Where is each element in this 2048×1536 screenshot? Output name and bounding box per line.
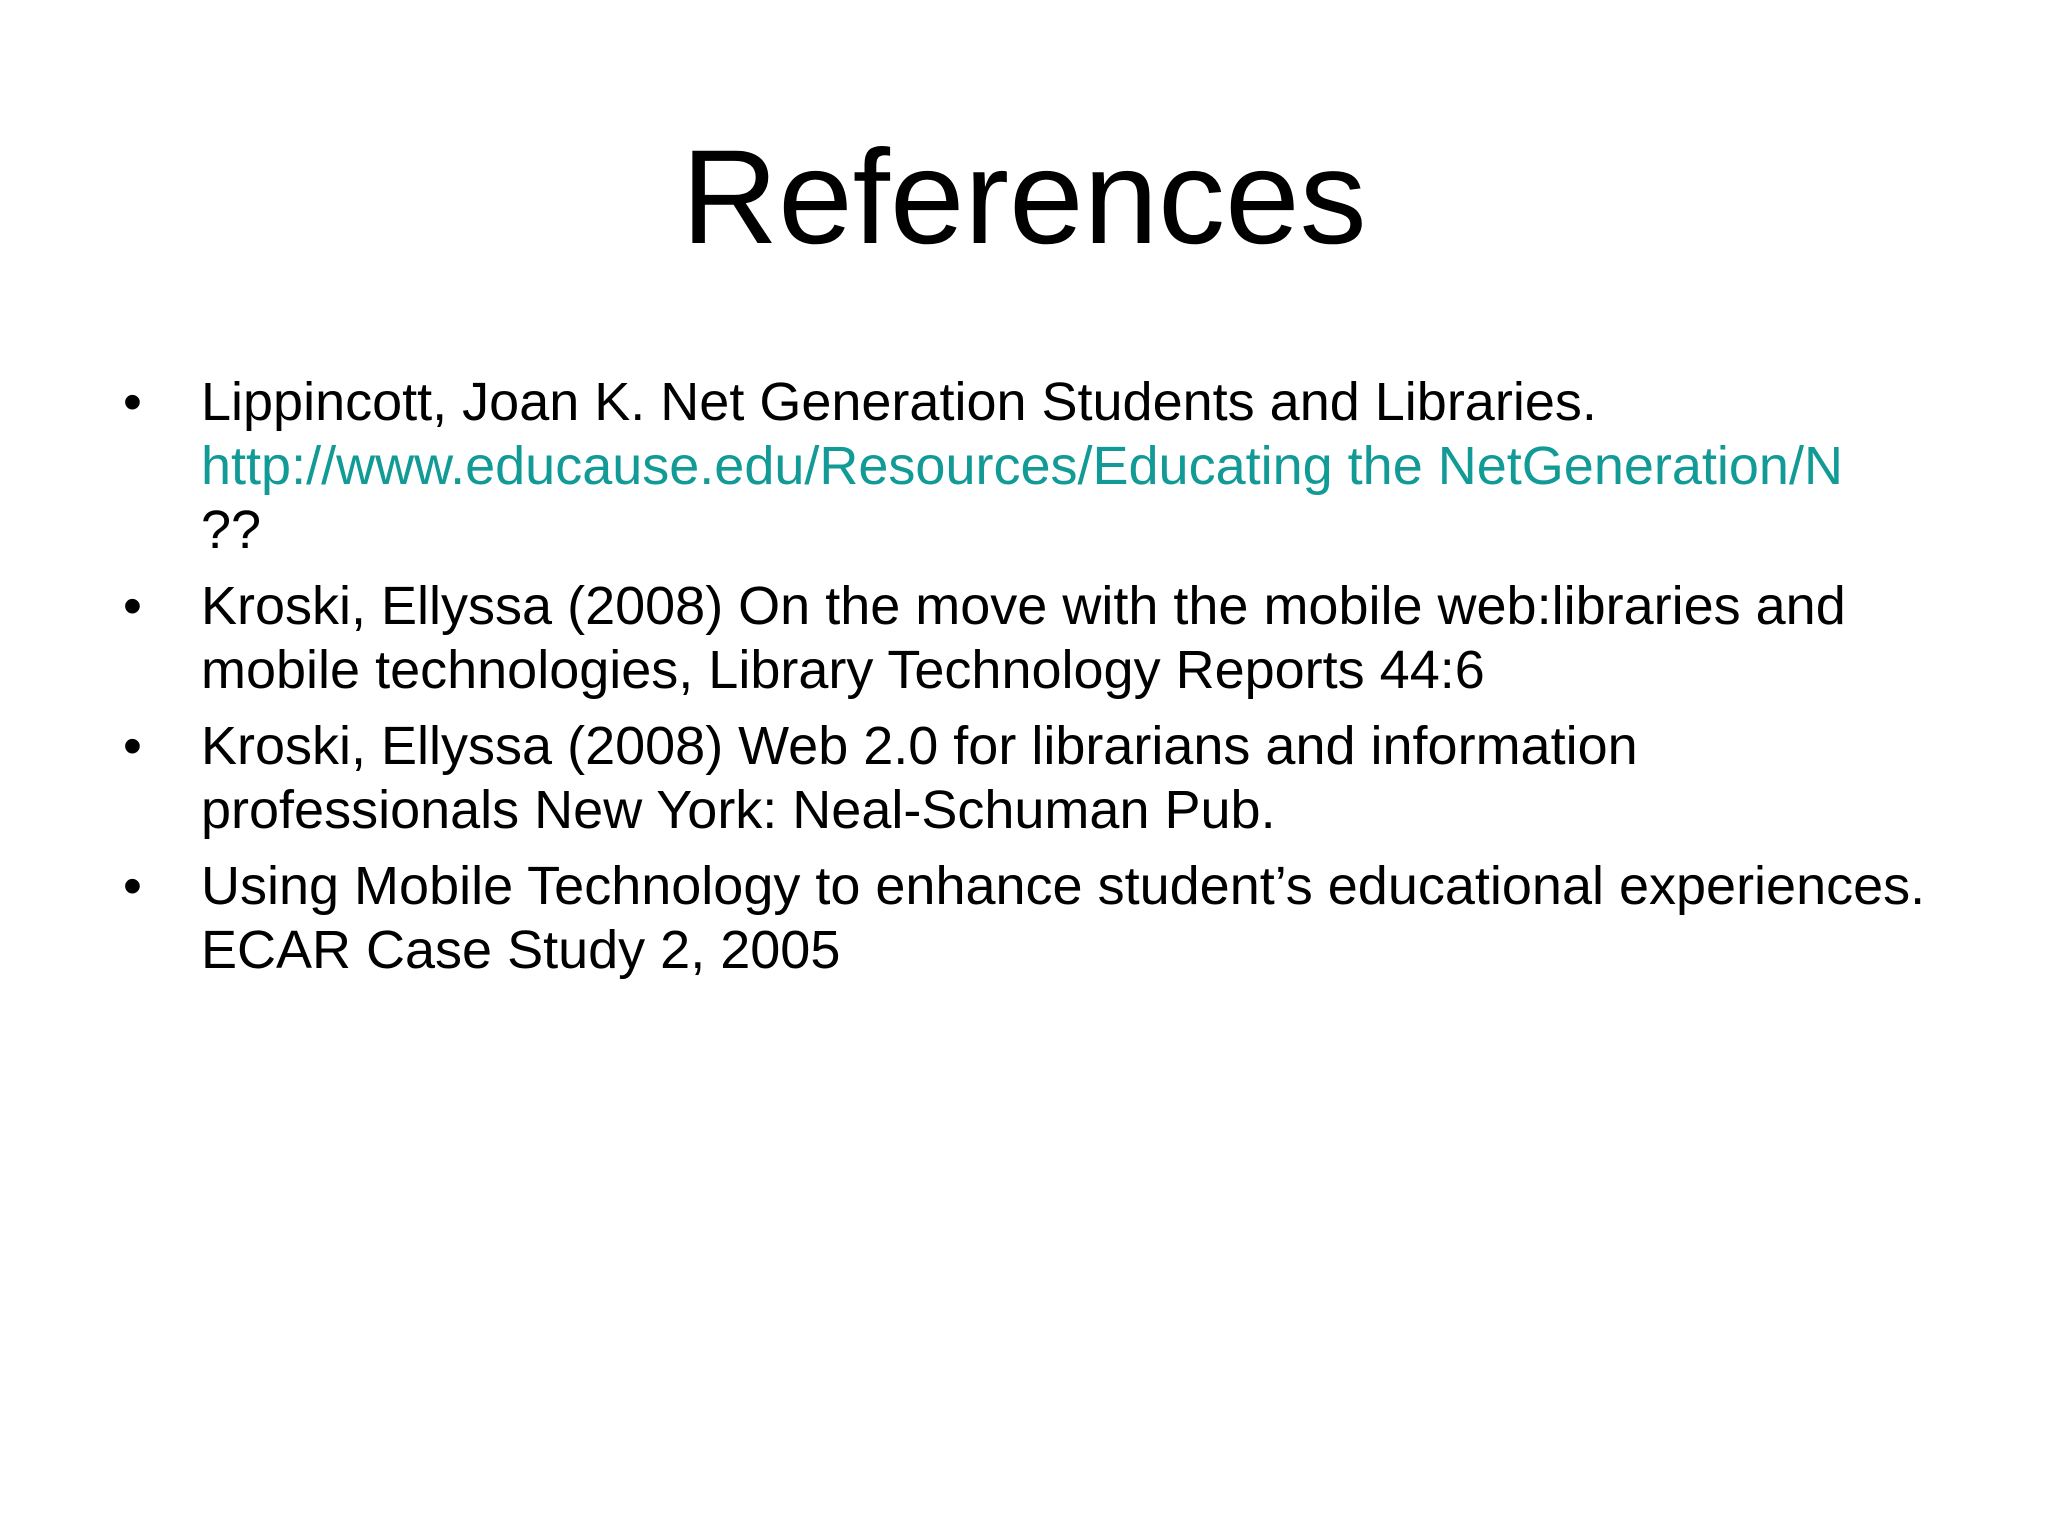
reference-text: Lippincott, Joan K. Net Generation Students and Libraries. — [201, 372, 1597, 432]
reference-text: Kroski, Ellyssa (2008) On the move with the mobile web:libraries and mobile technologies, Library Technology Reports 44:6 — [201, 576, 1846, 700]
references-list — [0, 370, 2048, 994]
bullet-icon: • — [123, 856, 142, 916]
bullet-icon: • — [123, 372, 142, 432]
reference-text: Kroski, Ellyssa (2008) Web 2.0 for librarians and information professionals New York: Neal-Schuman Pub. — [201, 716, 1638, 840]
reference-item-ecar — [0, 854, 1951, 982]
reference-item-lippincott — [0, 370, 1951, 562]
reference-note: ?? — [201, 500, 262, 560]
reference-text: Using Mobile Technology to enhance student’s educational experiences. ECAR Case Study 2, 2005 — [201, 856, 1926, 980]
slide-title: References — [681, 123, 1367, 272]
bullet-icon: • — [123, 716, 142, 776]
reference-link[interactable]: http://www.educause.edu/Resources/Educating the NetGeneration/N — [201, 436, 1843, 496]
reference-item-kroski-mobile — [0, 574, 1951, 702]
bullet-icon: • — [123, 576, 142, 636]
reference-item-kroski-web2 — [0, 714, 1951, 842]
